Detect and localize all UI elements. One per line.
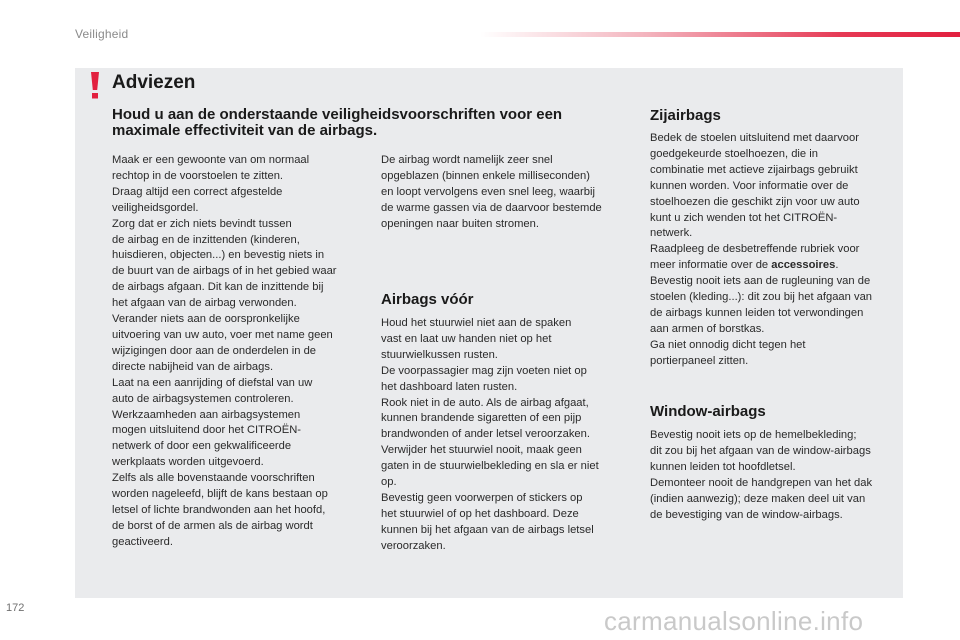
window-airbags-text: Bevestig nooit iets op de hemelbekleding; dit zou bij het afgaan van de window-airbags kunnen leiden tot hoofdletsel. Demonteer nooit de handgrepen van het dak (indien aanwezig); deze maken deel uit van de bevestiging van de window-airbags. (650, 429, 873, 521)
side-airbags-text-b: . Bevestig nooit iets aan de rugleuning van de stoelen (kleding...): dit zou bij het afgaan van de airbags kunnen leiden tot verwondingen aan armen of borstkas. Ga niet onnodig dicht tegen het portierpaneel zitten. (650, 259, 873, 367)
exclamation-icon (88, 70, 102, 100)
airbag-inflation-text: De airbag wordt namelijk zeer snel opgeblazen (binnen enkele milliseconden) en loopt vervolgens even snel leeg, waarbij de warme gassen via de daarvoor bestemde openingen naar buiten stromen. (381, 154, 602, 230)
side-airbags-text (650, 131, 902, 370)
window-airbags-heading: Window-airbags (650, 403, 766, 420)
page-number: 172 (6, 602, 25, 614)
side-airbags-heading: Zijairbags (650, 107, 721, 124)
front-airbags-heading: Airbags vóór (381, 291, 474, 308)
front-airbags-text: Houd het stuurwiel niet aan de spaken vast en laat uw handen niet op het stuurwielkussen rusten. De voorpassagier mag zijn voeten niet op het dashboard laten rusten. Rook niet in de auto. Als de airbag afgaat, kunnen brandende sigaretten of een pijp brandwonden of ander letsel veroorzaken. Verwijder het stuurwiel nooit, maak geen gaten in de stuurwielbekleding en sla er niet op. Bevestig geen voorwerpen of stickers op het stuurwiel of op het dashboard. Deze kunnen bij het afgaan van de airbags letsel veroorzaken. (381, 317, 599, 552)
general-advice-text: Maak er een gewoonte van om normaal rechtop in de voorstoelen te zitten. Draag altijd een correct afgestelde veiligheidsgordel. Zorg dat er zich niets bevindt tussen de airbag en de inzittenden (kinderen, huisdieren, objecten...) en bevestig niets in de buurt van de airbags of in het gebied waar de airbags afgaan. Dit kan de inzittende bij het afgaan van de airbag verwonden. Verander niets aan de oorspronkelijke uitvoering van uw auto, voer met name geen wijzigingen door aan de onderdelen in de directe nabijheid van de airbags. Laat na een aanrijding of diefstal van uw auto de airbagsystemen controleren. Werkzaamheden aan airbagsystemen mogen uitsluitend door het CITROËN- netwerk of door een gekwalificeerde werkplaats worden uitgevoerd. Zelfs als alle bovenstaande voorschriften worden nageleefd, blijft de kans bestaan op letsel of lichte brandwonden aan het hoofd, de borst of de armen als de airbag wordt geactiveerd. (112, 154, 337, 548)
accessories-emphasis: accessoires (771, 259, 836, 272)
header-accent-bar (480, 32, 960, 37)
lead-paragraph: Houd u aan de onderstaande veiligheidsvoorschriften voor een maximale effectiviteit van de airbags. (112, 106, 563, 139)
side-airbags-text-a: Bedek de stoelen uitsluitend met daarvoor goedgekeurde stoelhoezen, die in combinatie met actieve zijairbags gebruikt kunnen worden. Voor informatie over de stoelhoezen die geschikt zijn voor uw auto kunt u zich wenden tot het CITROËN- netwerk. Raadpleeg de desbetreffende rubriek voor meer informatie over de (650, 132, 860, 272)
panel-title: Adviezen (112, 72, 196, 93)
section-label: Veiligheid (75, 27, 129, 41)
watermark: carmanualsonline.info (604, 606, 864, 636)
